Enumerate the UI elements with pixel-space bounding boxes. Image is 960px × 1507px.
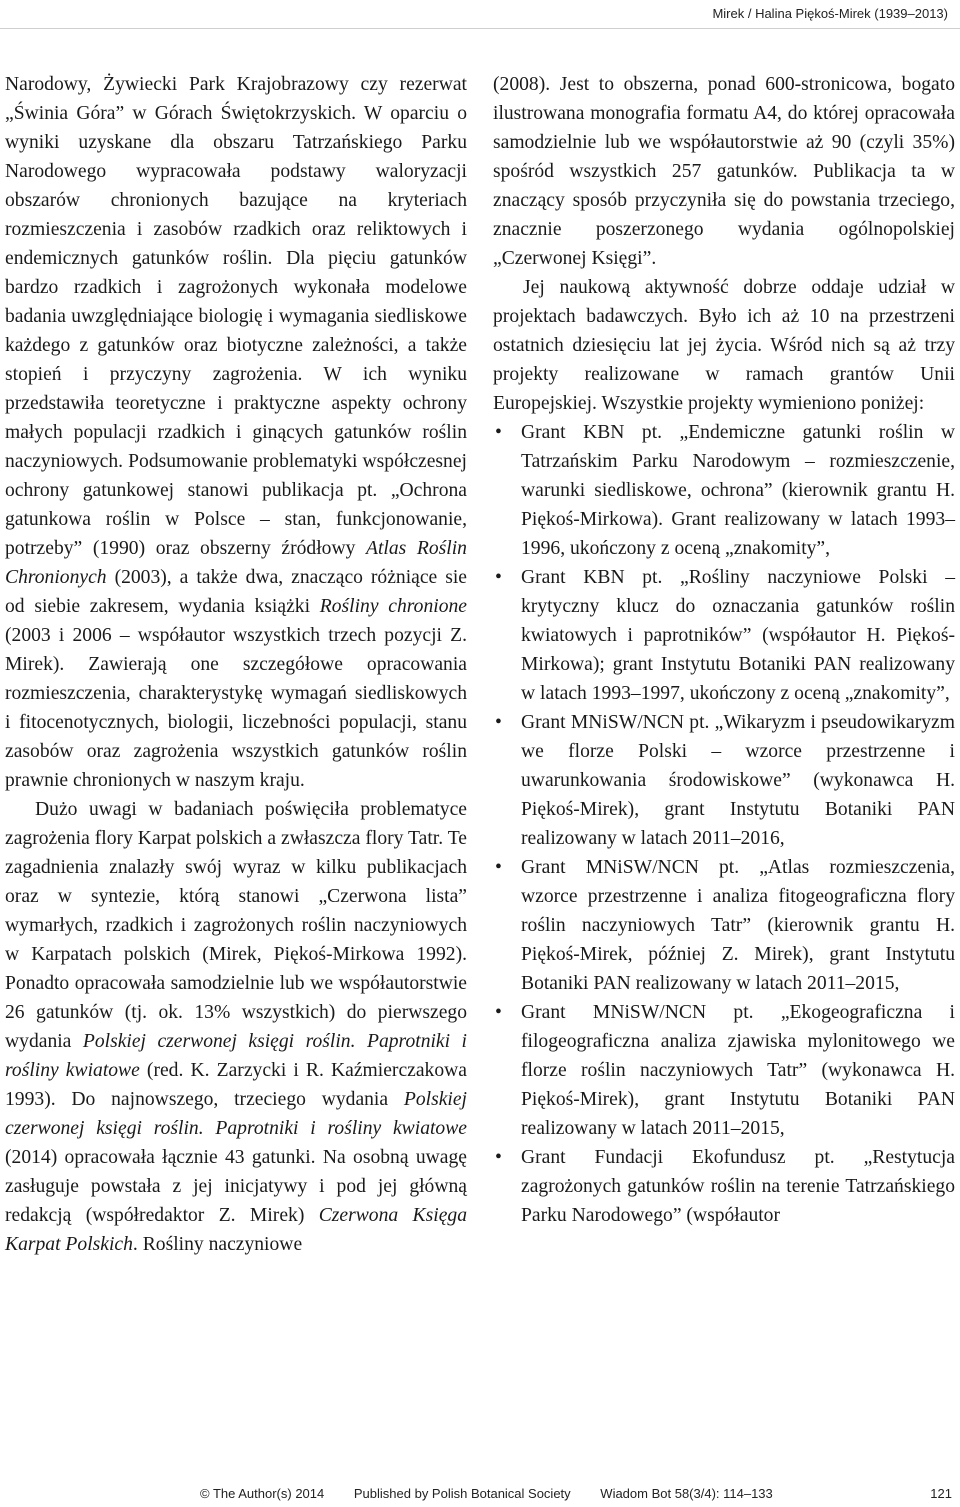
bullet-icon: •	[495, 712, 502, 733]
paragraph	[5, 70, 467, 795]
publisher-notice: Published by Polish Botanical Society	[353, 1486, 571, 1501]
list-item	[493, 1143, 955, 1230]
bullet-icon: •	[495, 422, 502, 443]
list-item-text: Grant KBN pt. „Rośliny naczyniowe Polski – krytyczny klucz do oznaczania gatunków roślin kwiatowych i paprotników” (współautor H. Piękoś-Mirkowa); grant Instytutu Botaniki PAN realizowany w latach 1993–1997, ukończony z oceną „znakomity”,	[521, 567, 955, 704]
list-item-text: Grant Fundacji Ekofundusz pt. „Restytucja zagrożonych gatunków roślin na terenie Tatrzańskiego Parku Narodowego” (współautor	[521, 1147, 955, 1226]
text-run: Dużo uwagi w badaniach poświęciła problematyce zagrożenia flory Karpat polskich a zwłaszcza flory Tatr. Te zagadnienia znalazły swój wyraz w kilku publikacjach oraz w syntezie, którą stanowi „Czerwona lista” wymarłych, rzadkich i zagrożonych roślin naczyniowych w Karpatach polskich (Mirek, Piękoś-Mirkowa 1992). Ponadto opracowała samodzielnie lub we współautorstwie 26 gatunków (tj. ok. 13% wszystkich) do pierwszego wydania	[5, 799, 467, 1052]
book-title: Polskiej czerwonej księgi roślin. Paprotniki i rośliny kwiatowe	[5, 1089, 467, 1139]
text-run: (2003), a także dwa, znacząco różniące sie od siebie zakresem, wydania książki	[5, 567, 467, 617]
text-run: . Rośliny naczyniowe	[132, 1234, 303, 1255]
journal-citation: Wiadom Bot 58(3/4): 114–133	[600, 1486, 773, 1501]
running-head: Mirek / Halina Piękoś-Mirek (1939–2013)	[712, 6, 948, 21]
bullet-icon: •	[495, 567, 502, 588]
right-column	[493, 70, 955, 1230]
list-item-text: Grant MNiSW/NCN pt. „Atlas rozmieszczenia, wzorce przestrzenne i analiza fitogeograficzna flory roślin naczyniowych Tatr” (kierownik grantu H. Piękoś-Mirek, później Z. Mirek), grant Instytutu Botaniki PAN realizowany w latach 2011–2015,	[521, 857, 955, 994]
list-item	[493, 708, 955, 853]
book-title: Atlas Roślin Chronionych	[5, 538, 467, 588]
text-run: Narodowy, Żywiecki Park Krajobrazowy czy rezerwat „Świnia Góra” w Górach Świętokrzyskich. W oparciu o wyniki uzyskane dla obszaru Tatrzańskiego Parku Narodowego wypracowała podstawy waloryzacji obszarów chronionych bazujące na kryteriach rozmieszczenia i zasobów rzadkich oraz reliktowych i endemicznych gatunków roślin. Dla pięciu gatunków bardzo rzadkich i zagrożonych wykonała modelowe badania uwzględniające biologię i wymagania siedliskowe każdego z gatunków oraz biotyczne zależności, a także stopień i przyczyny zagrożenia. W ich wyniku przedstawiła teoretyczne i praktyczne aspekty ochrony małych populacji rzadkich i ginących gatunków roślin naczyniowych. Podsumowanie problematyki współczesnej ochrony gatunkowej stanowi publikacja pt. „Ochrona gatunkowa roślin w Polsce – stan, funkcjonowanie, potrzeby” (1990) oraz obszerny źródłowy	[5, 74, 467, 559]
list-item-text: Grant MNiSW/NCN pt. „Wikaryzm i pseudowikaryzm we florze Polski – wzorce przestrzenne i uwarunkowania środowiskowe” (wykonawca H. Piękoś-Mirek), grant Instytutu Botaniki PAN realizowany w latach 2011–2016,	[521, 712, 955, 849]
list-item	[493, 563, 955, 708]
copyright-notice: © The Author(s) 2014	[200, 1486, 325, 1501]
paragraph: Jej naukową aktywność dobrze oddaje udział w projektach badawczych. Było ich aż 10 na przestrzeni ostatnich dziesięciu lat jej życia. Wśród nich są aż trzy projekty realizowane w ramach grantów Unii Europejskiej. Wszystkie projekty wymieniono poniżej:	[493, 277, 955, 414]
list-item	[493, 998, 955, 1143]
text-run: (red. K. Zarzycki i R. Kaźmierczakowa 1993). Do najnowszego, trzeciego wydania	[5, 1060, 467, 1110]
text-run: (2014) opracowała łącznie 43 gatunki. Na osobną uwagę zasługuje powstała z jej inicjatywy i pod jej główną redakcją (współredaktor Z. Mirek)	[5, 1147, 467, 1226]
text-run: (2003 i 2006 – współautor wszystkich trzech pozycji Z. Mirek). Zawierają one szczegółowe opracowania rozmieszczenia, charakterystykę wymagań siedliskowych i fitocenotycznych, biologii, liczebności populacji, stanu zasobów oraz zagrożenia wszystkich gatunków roślin prawnie chronionych w naszym kraju.	[5, 625, 467, 791]
bullet-icon: •	[495, 1147, 502, 1168]
page-number: 121	[930, 1486, 952, 1501]
left-column	[5, 70, 467, 1259]
grant-list	[493, 418, 955, 1230]
page-footer	[200, 1486, 952, 1501]
list-item-text: Grant KBN pt. „Endemiczne gatunki roślin w Tatrzańskim Parku Narodowym – rozmieszczenie, warunki siedliskowe, ochrona” (kierownik grantu H. Piękoś-Mirkowa). Grant realizowany w latach 1993–1996, ukończony z oceną „znakomity”,	[521, 422, 955, 559]
book-title: Polskiej czerwonej księgi roślin. Paprotniki i rośliny kwiatowe	[5, 1031, 468, 1081]
book-title: Czerwona Księga Karpat Polskich	[5, 1205, 467, 1255]
bullet-icon: •	[495, 1002, 502, 1023]
list-item	[493, 418, 955, 563]
header-divider	[0, 28, 960, 29]
list-item	[493, 853, 955, 998]
paragraph	[5, 795, 467, 1259]
paragraph: (2008). Jest to obszerna, ponad 600-stronicowa, bogato ilustrowana monografia formatu A4, do której opracowała samodzielnie lub we współautorstwie aż 90 (czyli 35%) spośród wszystkich 257 gatunków. Publikacja ta w znaczący sposób przyczyniła się do powstania trzeciego, znacznie poszerzonego wydania ogólnopolskiej „Czerwonej Księgi”.	[493, 74, 955, 269]
book-title: Rośliny chronione	[319, 596, 467, 617]
bullet-icon: •	[495, 857, 502, 878]
footer-credits	[200, 1486, 799, 1501]
list-item-text: Grant MNiSW/NCN pt. „Ekogeograficzna i filogeograficzna analiza zjawiska mylonitowego we florze roślin naczyniowych Tatr” (wykonawca H. Piękoś-Mirek), grant Instytutu Botaniki PAN realizowany w latach 2011–2015,	[521, 1002, 955, 1139]
